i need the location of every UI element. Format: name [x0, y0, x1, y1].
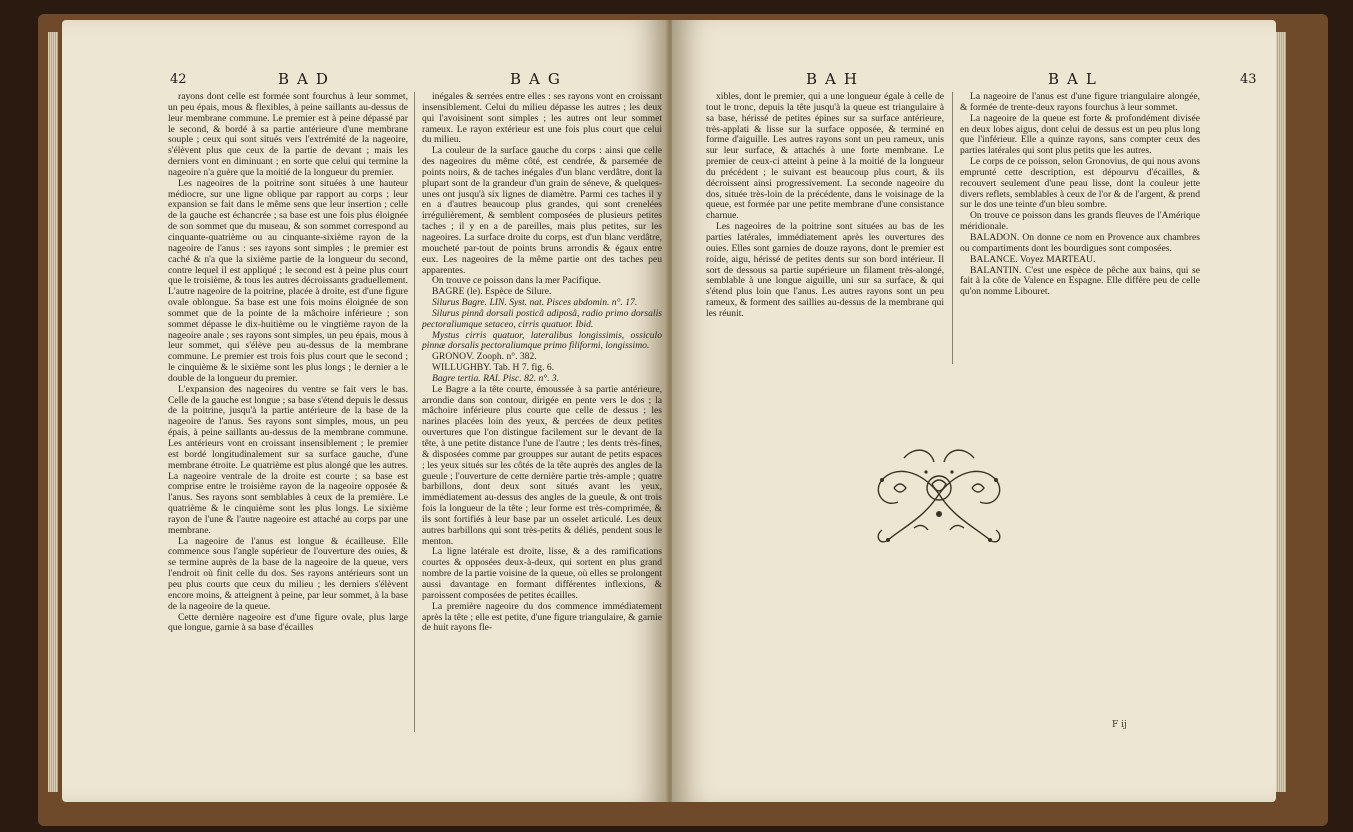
right-page-column-1	[706, 92, 944, 320]
paragraph: rayons dont celle est formée sont fourchus à leur sommet, un peu épais, mous & flexibles, à peine saillants au-dessus de leur membrane commune. Le premier est à peine dépassé par le second, & bordé à sa partie antérieure d'une membrane souple ; ceux qui sont situés vers l'extrémité de la nageoire, s'élèvent plus que ceux de la partie de devant ; mais les derniers vont en diminuant ; en sorte que celui qui termine la nageoire n'a guère que la moitié de la longueur du premier.	[168, 91, 408, 178]
citation: GRONOV. Zooph. n°. 382.	[432, 351, 537, 363]
citation: Mystus cirris quatuor, lateralibus longissimis, ossiculo pinnæ dorsalis pectoraliumque primo filiformi, longissimo.	[422, 329, 662, 352]
left-page-column-2	[422, 92, 662, 634]
entry-title: BALANTIN. C'est une espèce de pêche aux bains, qui se fait à la côte de Valence en Espagne. Elle diffère peu de celle qu'on nomme Libouret.	[960, 264, 1200, 298]
right-page-column-2	[960, 92, 1200, 298]
header-left: BAD	[278, 70, 336, 88]
citation: Bagre tertia. RAI. Pisc. 82. n°. 3.	[432, 372, 560, 384]
paragraph: On trouve ce poisson dans la mer Pacifique.	[432, 275, 601, 287]
paragraph: inégales & serrées entre elles : ses rayons vont en croissant insensiblement. Celui du milieu dépasse les autres ; les deux qui l'avoisinent sont simples ; les autres ont leur sommet rameux. Le rayon extérieur est une fois plus court que celui du milieu.	[422, 91, 662, 146]
header-right: BAL	[1048, 70, 1104, 88]
entry-title: BALANCE. Voyez MARTEAU.	[970, 253, 1096, 265]
left-page-column-1	[168, 92, 408, 634]
left-page-edges	[48, 32, 58, 792]
paragraph: La nageoire de l'anus est d'une figure triangulaire alongée, & formée de trente-deux rayons fourchus à leur sommet.	[960, 91, 1200, 113]
header-right: BAG	[510, 70, 568, 88]
paragraph: La première nageoire du dos commence immédiatement après la tête ; elle est petite, d'une figure triangulaire, & garnie de huit rayons fle-	[422, 600, 662, 634]
entry-title: BALADON. On donne ce nom en Provence aux chambres ou compartiments dont les bourdigues sont composées.	[960, 231, 1200, 254]
column-rule	[952, 92, 953, 364]
paragraph: Le corps de ce poisson, selon Gronovius, de qui nous avons emprunté cette description, est dépourvu d'écailles, & recouvert seulement d'une peau lisse, dont la couleur jette divers reflets, semblables à ceux de l'or & de l'argent, & prend sur le dos une teinte d'un bleu sombre.	[960, 156, 1200, 211]
paragraph: xibles, dont le premier, qui a une longueur égale à celle de tout le tronc, depuis la tête jusqu'à la queue est triangulaire à sa base, hérissé de petites épines sur sa surface antérieure, très-applati & lisse sur la surface opposée, & terminé en forme d'aiguille. Les autres rayons sont un peu rameux, unis sur leur surface, & attachés à une forte membrane. Le premier de ceux-ci atteint à peine à la moitié de la longueur du précédent ; le suivant est beaucoup plus court, & ils décroissent ainsi progressivement. La seconde nageoire du dos, située très-loin de la précédente, dans le voisinage de la queue, est formée par une petite membrane d'une consistance charnue.	[706, 91, 944, 222]
paragraph: Cette dernière nageoire est d'une figure ovale, plus large que longue, garnie à sa base d'écailles	[168, 611, 408, 634]
citation: Silurus Bagre. LIN. Syst. nat. Pisces abdomin. n°. 17.	[432, 297, 638, 309]
citation: Silurus pinnâ dorsali posticâ adiposâ, radio primo dorsalis pectoraliumque setaceo, cirris quatuor. Ibid.	[422, 307, 662, 330]
paragraph: La nageoire de l'anus est longue & écailleuse. Elle commence sous l'angle supérieur de l'ouverture des ouies, & se termine auprès de la base de la nageoire de la queue, vers l'endroit où finit celle du dos. Ses rayons antérieurs sont un peu plus courts que ceux du milieu ; les derniers s'élèvent encore moins, & atteignent à peine, par leur sommet, à la base de la nageoire de la queue.	[168, 535, 408, 612]
paragraph: On trouve ce poisson dans les grands fleuves de l'Amérique méridionale.	[960, 210, 1200, 233]
paragraph: La ligne latérale est droite, lisse, & a des ramifications courtes & opposées deux-à-deux, qui sortent en plus grand nombre de la partie voisine de la queue, où elles se prolongent aussi davantage en formant différentes inflexions, & paroissent composées de petites écailles.	[422, 546, 662, 601]
paragraph: Les nageoires de la poitrine sont situées à une hauteur médiocre, sur une ligne oblique par rapport au corps ; leur expansion se fait dans le même sens que leur insertion ; celle de la gauche est échancrée ; sa base est une fois plus éloignée de son sommet que du museau, & son sommet correspond au cinquante-quatrième ou au cinquante-sixième rayon de la nageoire de l'anus : ses rayons sont simples ; le premier est caché & n'a que la sixième partie de la longueur du second, contre lequel il est appliqué ; le second est à peine plus court que le troisième, & tous les autres décroissants graduellement. L'autre nageoire de la poitrine, placée à droite, est d'une figure ovale oblongue. Sa base est une fois moins éloignée de son sommet que de la pointe de la mâchoire inférieure ; son sommet dépasse le dix-huitième ou le vingtième rayon de la nageoire anale ; ses rayons sont simples, un peu épais, mous à leur sommet, qui s'élève peu au-dessus de la membrane commune. Le premier est trois fois plus court que le second ; le cinquième & le sixième sont les plus longs ; le dernier a le double de la longueur du premier.	[168, 177, 408, 384]
signature-mark: F ij	[1112, 720, 1127, 730]
entry-title: BAGRE (le). Espèce de Silure.	[432, 286, 552, 298]
paragraph: La couleur de la surface gauche du corps : ainsi que celle des nageoires du même côté, est cendrée, & parsemée de points noirs, & de taches inégales d'un blanc verdâtre, dont la plupart sont de la grandeur d'un grain de séneve, & quelques-unes ont jusqu'à six lignes de diamètre. Parmi ces taches il y en a d'autres beaucoup plus grandes, qui sont crenelées irrégulièrement, & semblent composées de plusieurs petites taches ; il y en a de pareilles, mais plus petites, sur les nageoires. La surface droite du corps, est d'un blanc verdâtre, moucheté par-tout de points bruns arrondis & égaux entre eux. Les nageoires de la même partie ont des taches peu apparentes.	[422, 145, 662, 276]
left-page	[62, 20, 667, 802]
column-rule	[414, 92, 415, 732]
paragraph: Les nageoires de la poitrine sont situées au bas de les parties latérales, immédiatement après les ouvertures des ouies. Elles sont garnies de douze rayons, dont le premier est roide, aigu, hérissé de petites dents sur son bord intérieur. Il sort de dessous sa partie supérieure un filament très-alongé, semblable à une longue aiguille, uni sur sa surface, & qui s'étend plus loin que l'anus. Les autres rayons sont un peu rameux, & forment des saillies au-dessus de la membrane qui les réunit.	[706, 221, 944, 319]
page-number-right: 43	[1240, 72, 1257, 87]
page-number-left: 42	[170, 72, 187, 87]
header-left: BAH	[806, 70, 865, 88]
ornament-icon	[864, 428, 1014, 560]
citation: WILLUGHBY. Tab. H 7. fig. 6.	[432, 362, 555, 374]
right-page-edges	[1276, 32, 1286, 792]
paragraph: La nageoire de la queue est forte & profondément divisée en deux lobes aigus, dont celui de dessus est un peu plus long que l'inférieur. Elle a quinze rayons, sans compter ceux des parties latérales qui sont plus petits que les autres.	[960, 112, 1200, 157]
right-page	[672, 20, 1276, 802]
paragraph: L'expansion des nageoires du ventre se fait vers le bas. Celle de la gauche est longue ; sa base s'étend depuis le dessus de la poitrine, jusqu'à la partie antérieure de la base de la nageoire de l'anus. Ses rayons sont simples, mous, un peu épais, à peine saillants au-dessus de la membrane commune. Les antérieurs vont en croissant insensiblement ; le premier est bordé longitudinalement sur sa surface gauche, d'une membrane étroite. Le quatrième est plus alongé que les autres. La nageoire ventrale de la droite est courte ; sa base est comprise entre le troisième rayon de la nageoire opposée & l'anus. Ses rayons sont semblables à ceux de la première. Le quatrième & le cinquième sont les plus longs. Le sixième rayon de l'une & l'autre nageoire est attaché au corps par une membrane.	[168, 383, 408, 536]
paragraph: Le Bagre a la tête courte, émoussée à sa partie antérieure, arrondie dans son contour, dirigée en pente vers le dos ; la mâchoire inférieure plus courte que celle de dessus ; les narines placées loin des yeux, & percées de deux petites ouvertures que l'on distingue facilement sur le devant de la tête, à une petite distance l'une de l'autre ; les dents très-fines, & disposées comme par grouppes sur autant de petits espaces ; les yeux situés sur les côtés de la tête auprès des angles de la gueule ; l'ouverture de cette dernière partie très-ample ; quatre barbillons, dont deux sont situés avant les yeux, immédiatement au-dessus des angles de la gueule, & ont trois fois la longueur de la tête ; leur forme est très-comprimée, & ils sont fortifiés à leur base par un osselet articulé. Les deux autres barbillons qui sont très-petits & déliés, pendent sous le menton.	[422, 383, 662, 547]
